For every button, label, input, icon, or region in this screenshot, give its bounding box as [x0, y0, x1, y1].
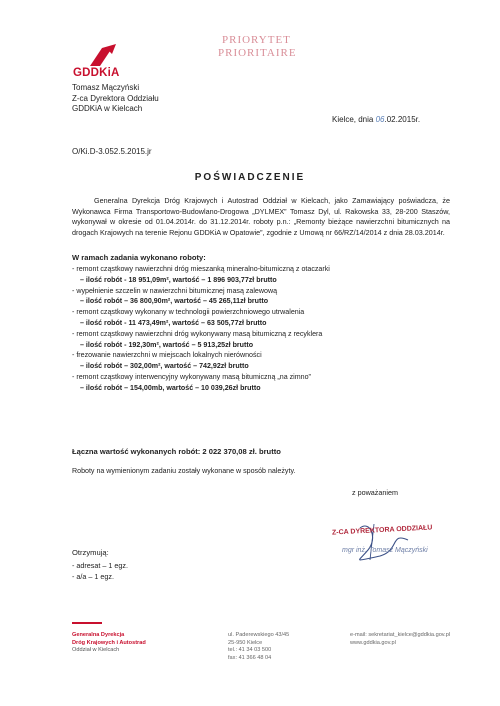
- document-title: POŚWIADCZENIE: [194, 172, 306, 183]
- recipient-item: - a/a – 1 egz.: [72, 571, 114, 581]
- recipient-item: - adresat – 1 egz.: [72, 561, 128, 570]
- sender-name: Tomasz Mączyński: [72, 83, 140, 92]
- date-rest: .02.2015r.: [384, 115, 421, 124]
- signature-stamp-title: Z-CA DYREKTORA ODDZIAŁU: [331, 524, 433, 537]
- task-name: - remont cząstkowy wykonany w technologii powierzchniowego utrwalenia: [72, 308, 305, 317]
- footer-organization: [72, 632, 146, 655]
- reference-number: O/Ki.D-3.052.5.2015.jr: [72, 147, 152, 156]
- task-item: [72, 307, 452, 329]
- task-quantity: – ilość robót - 192,30m², wartość – 5 913,25zł brutto: [80, 340, 254, 349]
- task-item: [72, 350, 452, 372]
- task-list: [72, 264, 452, 394]
- footer-email: e-mail: sekretariat_kielce@gddkia.gov.pl: [350, 632, 451, 638]
- date-prefix: Kielce, dnia: [332, 115, 376, 124]
- footer-org-line2: Dróg Krajowych i Autostrad: [72, 639, 146, 646]
- date-day: 06: [375, 115, 385, 124]
- footer-contact: [350, 632, 450, 647]
- task-name: - remont cząstkowy nawierzchni dróg mieszanką mineralno-bitumiczną z otaczarki: [72, 265, 330, 273]
- footer-fax: fax: 41 366 48 04: [228, 654, 272, 661]
- task-quantity: – ilość robót – 154,00mb, wartość – 10 039,26zł brutto: [80, 383, 261, 392]
- task-quantity: – ilość robót - 18 951,09m², wartość – 1 896 903,77zł brutto: [80, 275, 277, 284]
- task-item: [72, 372, 452, 394]
- task-quantity: – ilość robót - 11 473,49m², wartość – 63 505,77zł brutto: [80, 318, 267, 327]
- intro-paragraph: Generalna Dyrekcja Dróg Krajowych i Autostrad Oddział w Kielcach, jako Zamawiający poświadcza, że Wykonawca Firma Transportowo-Budowlano-Drogowa „DYLMEX” Tomasz Dyl, ul. Rakowska 33, 28-200 Staszów, wykonywał w okresie od 01.04.2014r. do 31.12.2014r. roboty p.n.: „Remonty bieżące nawierzchni bitumicznych na drogach Krajowych na terenie Rejonu GDDKiA w Opatowie”, zgodnie z Umową nr 66/RZ/14/2014 z dnia 28.03.2014r.: [72, 196, 450, 237]
- sender-block: [72, 83, 159, 115]
- footer-website: www.gddkia.gov.pl: [350, 639, 396, 646]
- completion-statement: Roboty na wymienionym zadaniu zostały wykonane w sposób należyty.: [72, 467, 296, 475]
- recipients-list: [72, 561, 128, 582]
- task-quantity: – ilość robót – 36 800,90m², wartość – 45 265,11zł brutto: [80, 297, 269, 306]
- task-name: - frezowanie nawierzchni w miejscach lokalnych nierówności: [72, 351, 262, 360]
- signature-stamp-name: mgr inż. Tomasz Mączyński: [342, 547, 428, 554]
- task-name: - wypełnienie szczelin w nawierzchni bitumicznej masą zalewową: [72, 286, 278, 295]
- task-name: - remont cząstkowy nawierzchni dróg wykonywany masą bitumiczną z recyklera: [72, 329, 323, 338]
- footer-city: 25-950 Kielce: [228, 639, 263, 646]
- footer-address: [228, 632, 289, 662]
- closing-regards: z poważaniem: [352, 488, 398, 497]
- task-item: [72, 264, 452, 286]
- priority-stamp: [218, 34, 297, 60]
- footer-org-line3: Oddział w Kielcach: [72, 647, 120, 653]
- sender-office: GDDKiA w Kielcach: [72, 104, 143, 113]
- logo-text: GDDKiA: [73, 67, 120, 79]
- document-date: [332, 115, 420, 124]
- total-value: Łączna wartość wykonanych robót: 2 022 370,08 zł. brutto: [72, 447, 281, 456]
- task-name: - remont cząstkowy interwencyjny wykonywany masą bitumiczną „na zimno”: [72, 372, 311, 381]
- task-quantity: – ilość robót – 302,00m², wartość – 742,92zł brutto: [80, 362, 249, 371]
- stamp-line-1: PRIORYTET: [222, 34, 291, 46]
- footer-divider: [72, 622, 102, 624]
- footer-org-line1: Generalna Dyrekcja: [72, 632, 125, 638]
- scope-heading: W ramach zadania wykonano roboty:: [72, 253, 206, 262]
- footer-street: ul. Paderewskiego 43/45: [228, 632, 290, 638]
- task-item: [72, 329, 452, 351]
- footer-phone: tel.: 41 34 03 500: [228, 647, 272, 653]
- recipients-heading: Otrzymują:: [72, 548, 109, 557]
- task-item: [72, 286, 452, 308]
- sender-position: Z-ca Dyrektora Oddziału: [72, 93, 159, 103]
- stamp-line-2: PRIORITAIRE: [218, 47, 297, 59]
- gddkia-logo-icon: [86, 42, 120, 68]
